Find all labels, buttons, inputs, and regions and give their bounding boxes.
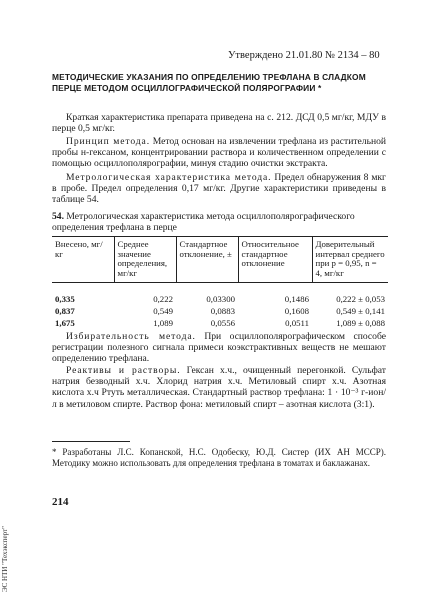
table-cell: 0,1608 xyxy=(284,305,309,316)
table-cell: 0,335 xyxy=(55,294,75,305)
selectivity-text: При осциллополярографическом способе регистрации полезного сигнала примеси коэкстрактивных веществ не мешают определению трефлана. xyxy=(52,331,386,365)
selectivity-label: Избирательность метода. xyxy=(66,331,196,342)
reagents-label: Реактивы и растворы. xyxy=(66,365,181,376)
table-cell: 0,837 xyxy=(55,305,75,316)
intro-text: Краткая характеристика препарата приведена на с. 212. ДСД 0,5 мг/кг, МДУ в перце 0,5 мг/кг. xyxy=(52,112,386,135)
footnote: * Разработаны Л.С. Копанской, Н.С. Одобеску, Ю.Д. Систер (ИХ АН МССР). Методику можно использовать для определения трефлана в томатах и баклажанах. xyxy=(52,447,386,468)
table-cell: 0,1486 xyxy=(284,294,309,305)
metrology-table xyxy=(52,236,388,329)
col-header-rel-std-dev: Относительное стандартное отклонение xyxy=(238,237,312,283)
reagents-paragraph xyxy=(52,365,386,410)
table-row xyxy=(52,306,388,318)
table-cell: 0,222 xyxy=(153,294,173,305)
table-header-row xyxy=(52,237,388,283)
metrology-label: Метрологическая характеристика метода. xyxy=(66,172,272,183)
col-header-confidence: Доверительный интервал среднего при p = 0,95, n = 4, мг/кг xyxy=(312,237,388,283)
metrology-paragraph xyxy=(52,172,386,206)
selectivity-paragraph xyxy=(52,331,386,365)
table-cell: 0,549 xyxy=(153,305,173,316)
document-heading: МЕТОДИЧЕСКИЕ УКАЗАНИЯ ПО ОПРЕДЕЛЕНИЮ ТРЕФЛАНА В СЛАДКОМ ПЕРЦЕ МЕТОДОМ ОСЦИЛЛОГРАФИЧЕСКОЙ ПОЛЯРОГРАФИИ * xyxy=(52,72,366,93)
table-row xyxy=(52,283,388,306)
principle-paragraph xyxy=(52,136,386,170)
side-stamp: ЭС НТИ "Техэксперт" xyxy=(1,526,9,592)
table-cell: 1,675 xyxy=(55,317,75,328)
table-cell: 0,0511 xyxy=(285,317,309,328)
col-header-added: Внесено, мг/кг xyxy=(52,237,114,283)
table-cell: 1,089 ± 0,088 xyxy=(336,317,385,328)
table-row xyxy=(52,318,388,330)
approval-line: Утверждено 21.01.80 № 2134 – 80 xyxy=(228,50,380,61)
footnote-divider xyxy=(52,441,130,442)
metrology-text: Предел обнаружения 8 мкг в пробе. Предел определения 0,17 мг/кг. Другие характеристики приведены в таблице 54. xyxy=(52,172,386,206)
col-header-mean: Среднее значение определения, мг/кг xyxy=(114,237,176,283)
table-cell: 1,089 xyxy=(153,317,173,328)
table-cell: 0,222 ± 0,053 xyxy=(336,294,385,305)
table-number: 54. xyxy=(52,211,64,222)
principle-text: Метод основан на извлечении трефлана из растительной пробы н-гексаном, концентрировании раствора и количественном определении с помощью осциллополярографии, минуя стадию очистки экстракта. xyxy=(52,136,387,170)
table-caption xyxy=(52,211,386,233)
table-caption-text: Метрологическая характеристика метода осциллополярографического определения трефлана в перце xyxy=(52,211,355,233)
reagents-text: Гексан х.ч., очищенный перегонкой. Сульфат натрия безводный х.ч. Хлорид натрия х.ч. Метиловый спирт х.ч. Азотная кислота х.ч Ртуть металлическая. Стандартный раствор трефлана: 1 · 10⁻³ г-ион/л в метиловом спирте. Раствор фона: метиловый спирт – азотная кислота (3:1). xyxy=(52,365,386,410)
page-number: 214 xyxy=(52,496,69,508)
principle-label: Принцип метода. xyxy=(66,136,151,147)
table-cell: 0,549 ± 0,141 xyxy=(336,305,385,316)
intro-paragraph xyxy=(52,112,386,134)
table-cell: 0,0556 xyxy=(210,317,235,328)
table-cell: 0,0883 xyxy=(210,305,235,316)
col-header-std-dev: Стандартное отклонение, ± xyxy=(176,237,238,283)
table-cell: 0,03300 xyxy=(206,294,235,305)
